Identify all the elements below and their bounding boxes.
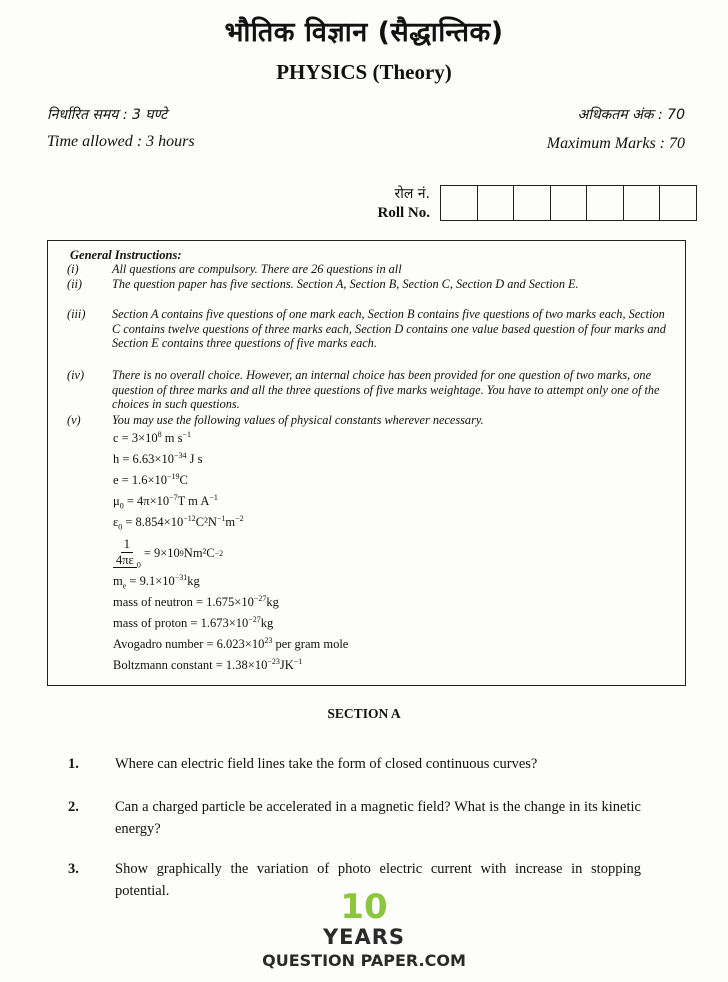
constant-avogadro: Avogadro number = $6.023\times 10^{23}$ per gram mole — [113, 636, 349, 652]
question-number: 2. — [68, 799, 79, 815]
instruction-text: There is no overall choice. However, an internal choice has been provided for one question of two marks, one question of three marks and all the three questions of five marks weightage. You have to attempt only one of the choices in such questions. — [112, 368, 660, 411]
instruction-num: (v) — [67, 413, 81, 427]
question-number: 1. — [68, 756, 79, 772]
instruction-num: (iv) — [67, 368, 85, 382]
constant-h: $h = 6.63\times 10^{-34}$ J s — [113, 451, 203, 467]
constant-c: $c = 3\times 10^8$ m $s^{-1}$ — [113, 430, 192, 446]
instruction-text: The question paper has five sections. Section A, Section B, Section C, Section D and Section E. — [112, 277, 579, 291]
roll-cell[interactable] — [478, 186, 515, 220]
constant-neutron: mass of neutron = $1.675\times 10^{-27}kg$ — [113, 594, 279, 610]
roll-number-boxes[interactable] — [440, 185, 697, 221]
roll-cell[interactable] — [514, 186, 551, 220]
roll-cell[interactable] — [587, 186, 624, 220]
section-a-title: SECTION A — [327, 706, 401, 721]
max-marks-hindi: अधिकतम अंक : 70 — [577, 107, 685, 123]
roll-cell[interactable] — [441, 186, 478, 220]
constant-eps0: $\varepsilon_0 = 8.854\times 10^{-12}C^2N^{-1}m^{-2}$ — [113, 514, 244, 532]
question-text: Can a charged particle be accelerated in a magnetic field? What is the change in its kinetic energy? — [115, 799, 641, 837]
time-allowed-english: Time allowed : 3 hours — [47, 133, 195, 150]
question-text: Show graphically the variation of photo electric current with increase in stopping potential. — [115, 861, 641, 899]
constant-proton: mass of proton = $1.673\times 10^{-27}kg$ — [113, 615, 274, 631]
roll-cell[interactable] — [624, 186, 661, 220]
constant-mu0: $\mu_0 = 4\pi\times 10^{-7}T$ m $A^{-1}$ — [113, 493, 218, 511]
question-text: Where can electric field lines take the form of closed continuous curves? — [115, 756, 538, 772]
instruction-text: You may use the following values of physical constants wherever necessary. — [112, 413, 484, 427]
instruction-num: (ii) — [67, 277, 83, 291]
hindi-title: भौतिक विज्ञान (सैद्धान्तिक) — [224, 17, 504, 48]
max-marks-english: Maximum Marks : 70 — [546, 135, 685, 152]
constant-coulomb: $\frac{1}{4\pi\varepsilon _0}$ = 9×10 9 Nm²C −2 — [113, 537, 223, 570]
roll-cell[interactable] — [660, 186, 696, 220]
english-title: PHYSICS (Theory) — [276, 60, 452, 84]
instruction-text: All questions are compulsory. There are 26 questions in all — [112, 262, 402, 276]
question-number: 3. — [68, 861, 79, 877]
constant-me: $m_e = 9.1\times 10^{-31}kg$ — [113, 573, 200, 591]
instruction-num: (iii) — [67, 307, 86, 321]
instruction-num: (i) — [67, 262, 79, 276]
time-allowed-hindi: निर्धारित समय : 3 घण्टे — [47, 107, 168, 123]
instructions-heading: General Instructions: — [70, 248, 182, 262]
roll-label-english: Roll No. — [377, 205, 430, 221]
constant-e: $e = 1.6\times 10^{-19}C$ — [113, 472, 188, 488]
watermark-number: 10 — [340, 887, 388, 927]
watermark-site: QUESTION PAPER.COM — [262, 951, 466, 970]
watermark-years: YEARS — [322, 925, 406, 949]
roll-cell[interactable] — [551, 186, 588, 220]
instruction-text: Section A contains five questions of one mark each, Section B contains five questions of two marks each, Section C contains twelve questions of three marks each, Section D contains one value based question of four marks and Section E contains three questions of five marks each. — [112, 307, 666, 350]
constant-boltzmann: Boltzmann constant = $1.38\times 10^{-23}JK^{-1}$ — [113, 657, 303, 673]
roll-label-hindi: रोल नं. — [394, 186, 430, 202]
